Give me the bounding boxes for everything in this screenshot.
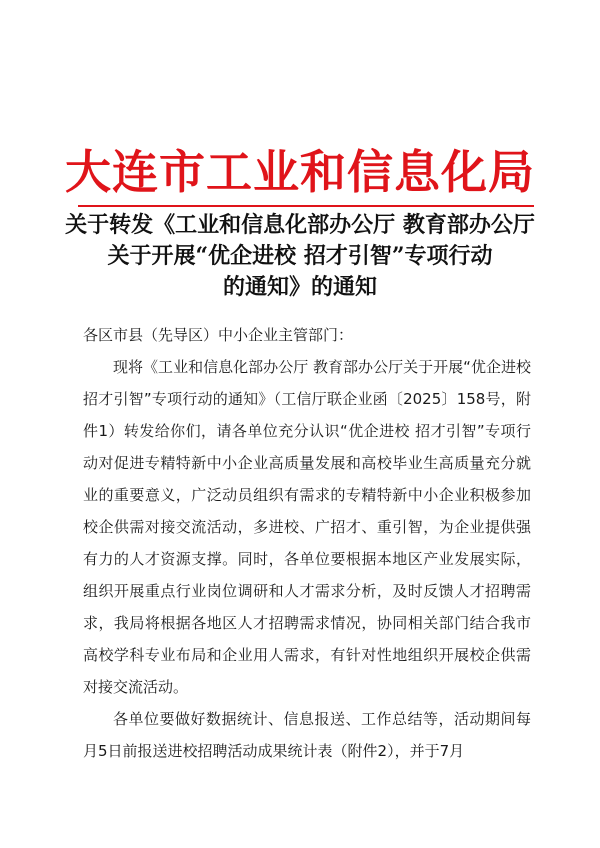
issuer-header: 大连市工业和信息化局	[65, 145, 535, 199]
title-line-3: 的通知》的通知	[222, 274, 377, 300]
document-title	[40, 210, 560, 303]
red-header-rule	[78, 205, 534, 207]
body-paragraph-1: 现将《工业和信息化部办公厅 教育部办公厅关于开展“优企进校 招才引智”专项行动的通知》（工信厅联企业函〔2025〕158号，附件1）转发给你们，请各单位充分认识“优企进校 招才引智”专项行动对促进专精特新中小企业高质量发展和高校毕业生高质量充分就业的重要意义，广泛动员组织有需求的专精特新中小企业积极参加校企供需对接交流活动，多进校、广招才、重引智，为企业提供强有力的人才资源支撑。同时，各单位要根据本地区产业发展实际，组织开展重点行业岗位调研和人才需求分析，及时反馈人才招聘需求，我局将根据各地区人才招聘需求情况，协同相关部门结合我市高校学科专业布局和企业用人需求，有针对性地组织开展校企供需对接交流活动。	[83, 358, 531, 696]
document-body	[83, 319, 531, 767]
salutation: 各区市县（先导区）中小企业主管部门：	[83, 326, 354, 344]
title-line-1: 关于转发《工业和信息化部办公厅 教育部办公厅	[65, 212, 535, 238]
body-paragraph-2: 各单位要做好数据统计、信息报送、工作总结等，活动期间每月5日前报送进校招聘活动成果统计表（附件2），并于7月	[83, 710, 531, 760]
title-line-2: 关于开展“优企进校 招才引智”专项行动	[107, 243, 493, 269]
